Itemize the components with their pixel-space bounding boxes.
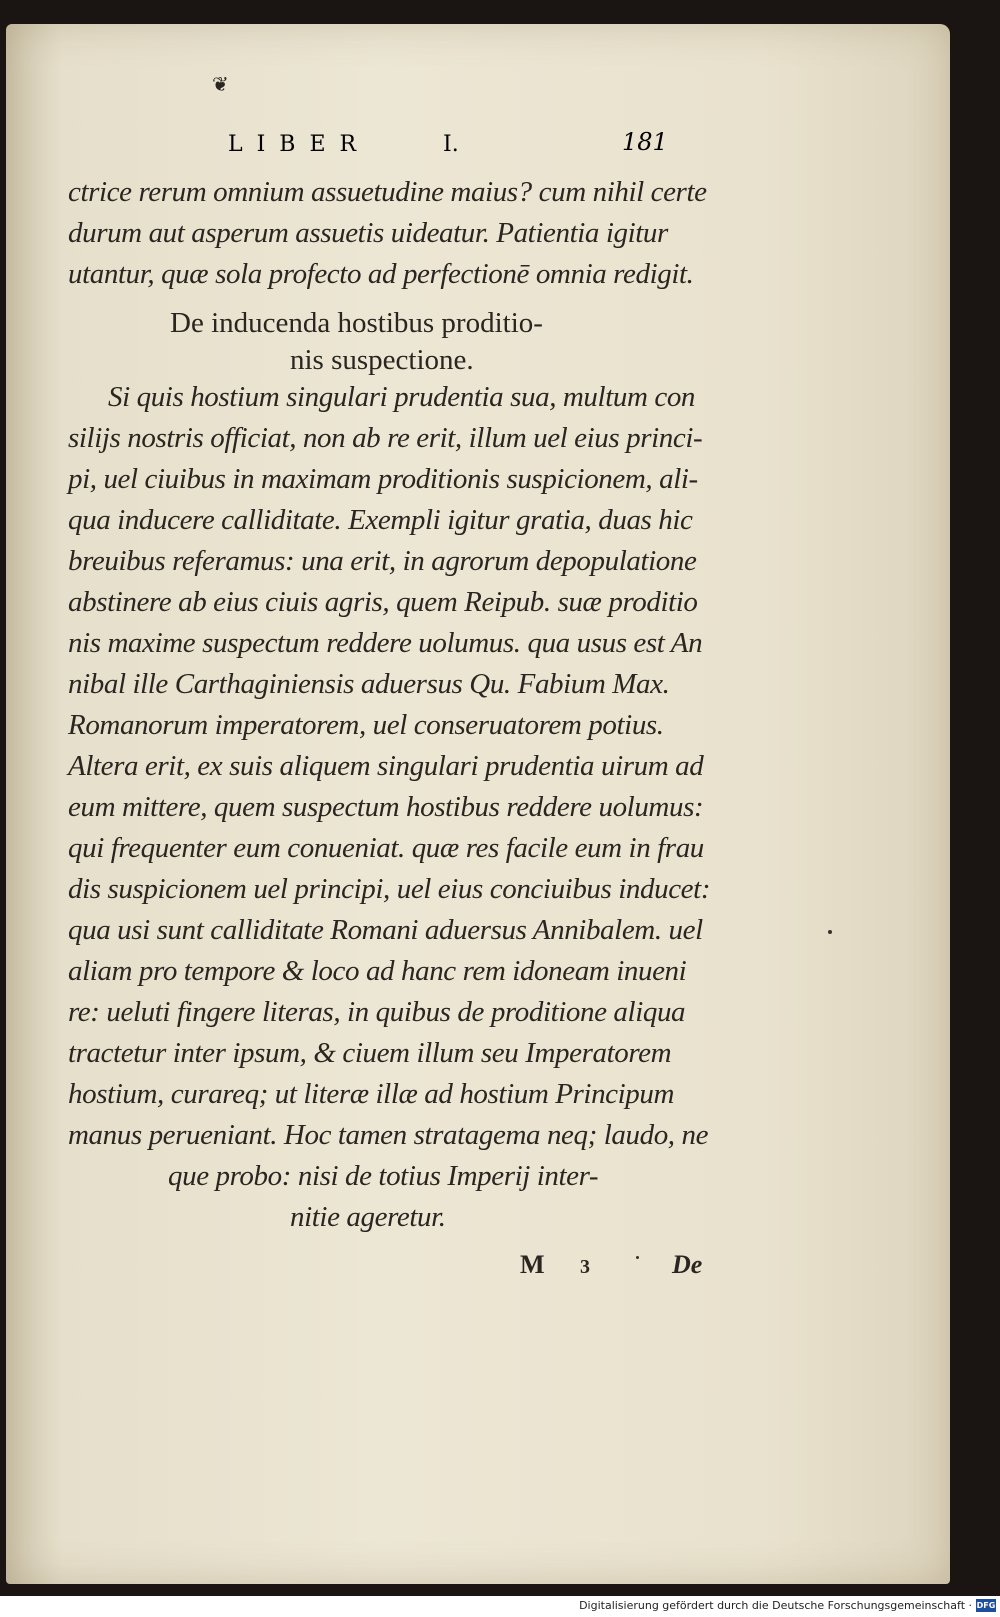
text-line: qui frequenter eum conueniat. quæ res facile eum in frau bbox=[68, 832, 704, 864]
signature-number: 3 bbox=[580, 1256, 590, 1278]
text-line: tractetur inter ipsum, & ciuem illum seu Imperatorem bbox=[68, 1037, 672, 1069]
running-head: LIBER bbox=[228, 132, 371, 157]
signature-mark: M bbox=[520, 1250, 545, 1279]
section-heading-line-1: De inducenda hostibus proditio- bbox=[170, 307, 543, 339]
closing-line-2: nitie ageretur. bbox=[290, 1201, 446, 1233]
text-line: durum aut asperum assuetis uideatur. Patientia igitur bbox=[68, 217, 668, 249]
text-line: nis maxime suspectum reddere uolumus. qua usus est An bbox=[68, 627, 703, 659]
text-line: aliam pro tempore & loco ad hanc rem idoneam inueni bbox=[68, 955, 687, 987]
text-line: pi, uel ciuibus in maximam proditionis suspicionem, ali- bbox=[68, 463, 698, 495]
paper-speck bbox=[636, 1256, 639, 1259]
text-line: qua inducere calliditate. Exempli igitur gratia, duas hic bbox=[68, 504, 693, 536]
paper-speck bbox=[828, 930, 832, 934]
text-line: Romanorum imperatorem, uel conseruatorem potius. bbox=[68, 709, 664, 741]
fleuron-ornament: ❦ bbox=[212, 72, 229, 96]
digitization-credit: Digitalisierung gefördert durch die Deutsche Forschungsgemeinschaft · bbox=[579, 1599, 972, 1612]
text-line: re: ueluti fingere literas, in quibus de proditione aliqua bbox=[68, 996, 686, 1028]
catchword: De bbox=[672, 1250, 703, 1279]
dfg-logo: DFG bbox=[976, 1601, 996, 1610]
text-line: eum mittere, quem suspectum hostibus reddere uolumus: bbox=[68, 791, 704, 823]
book-page bbox=[6, 24, 950, 1584]
book-number: I. bbox=[443, 132, 459, 157]
text-line: silijs nostris officiat, non ab re erit, illum uel eius princi- bbox=[68, 422, 703, 454]
text-line: ctrice rerum omnium assuetudine maius? cum nihil certe bbox=[68, 176, 707, 208]
text-line: hostium, curareq; ut literæ illæ ad hostium Principum bbox=[68, 1078, 675, 1110]
text-line: dis suspicionem uel principi, uel eius conciuibus inducet: bbox=[68, 873, 711, 905]
closing-line-1: que probo: nisi de totius Imperij inter- bbox=[168, 1160, 599, 1192]
text-line: nibal ille Carthaginiensis aduersus Qu. Fabium Max. bbox=[68, 668, 670, 700]
text-line: utantur, quæ sola profecto ad perfectionē omnia redigit. bbox=[68, 258, 694, 290]
text-line: manus perueniant. Hoc tamen stratagema neq; laudo, ne bbox=[68, 1119, 709, 1151]
text-line: qua usi sunt calliditate Romani aduersus Annibalem. uel bbox=[68, 914, 703, 946]
text-line: Si quis hostium singulari prudentia sua, multum con bbox=[108, 381, 696, 413]
section-heading-line-2: nis suspectione. bbox=[290, 344, 474, 376]
text-line: Altera erit, ex suis aliquem singulari prudentia uirum ad bbox=[68, 750, 704, 782]
text-line: breuibus referamus: una erit, in agrorum depopulatione bbox=[68, 545, 697, 577]
folio-number: 181 bbox=[622, 128, 668, 156]
text-line: abstinere ab eius ciuis agris, quem Reipub. suæ proditio bbox=[68, 586, 698, 618]
